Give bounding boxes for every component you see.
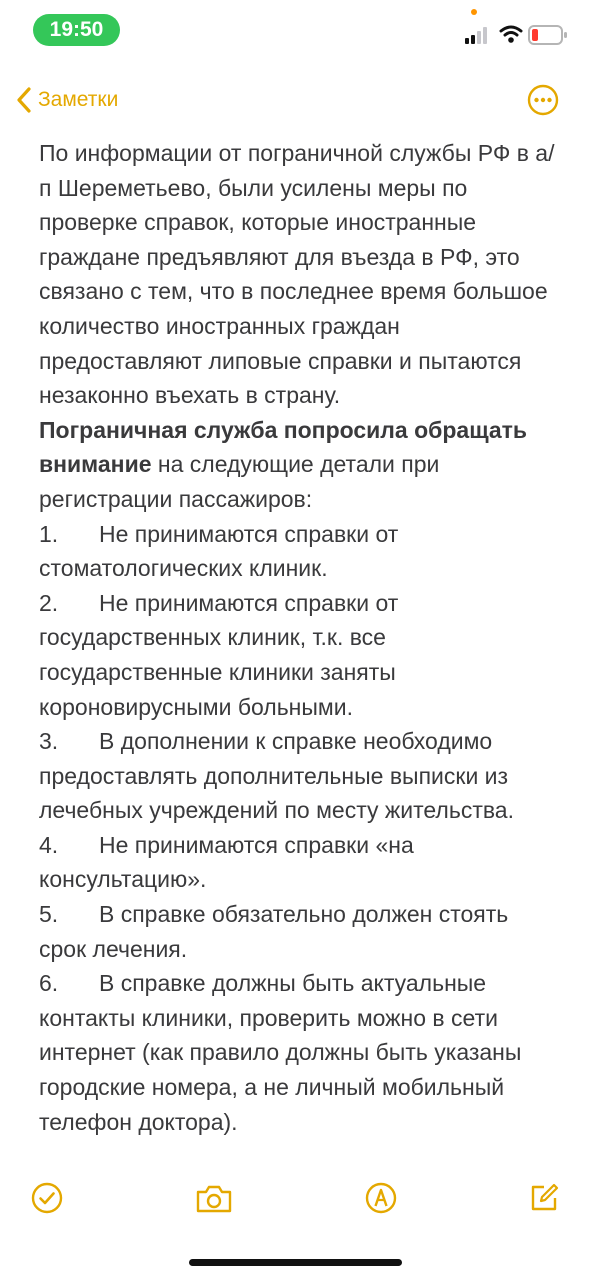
list-item xyxy=(39,517,559,586)
list-item-number: 2. xyxy=(39,589,59,616)
list-item-text: В дополнении к справке необходимо предоставлять дополнительные выписки из лечебных учреждений по месту жительства. xyxy=(39,728,514,824)
camera-icon[interactable] xyxy=(195,1184,233,1214)
list-item xyxy=(39,966,559,1139)
list-item-number: 3. xyxy=(39,728,59,755)
privacy-indicator-dot xyxy=(471,9,477,15)
list-item xyxy=(39,586,559,724)
home-indicator[interactable] xyxy=(189,1259,402,1266)
chevron-left-icon xyxy=(16,86,32,114)
list-item-text: Не принимаются справки «на консультацию». xyxy=(39,831,414,893)
ellipsis-circle-icon[interactable] xyxy=(527,84,559,116)
list-item-number: 5. xyxy=(39,901,59,928)
list-item xyxy=(39,897,559,966)
list-item xyxy=(39,828,559,897)
signal-icon xyxy=(465,26,491,44)
navigation-bar xyxy=(0,78,591,122)
back-button[interactable] xyxy=(16,84,118,116)
note-lead-paragraph xyxy=(39,413,559,517)
markup-pen-icon[interactable] xyxy=(365,1182,397,1214)
note-body[interactable] xyxy=(39,136,559,1139)
list-item xyxy=(39,724,559,828)
note-bold-lead: Пограничная служба попросила обращать внимание xyxy=(39,416,528,478)
list-item-text: В справке должны быть актуальные контакты клиники, проверить можно в сети интернет (как правило должны быть указаны городские номера, а не личный мобильный телефон доктора). xyxy=(39,970,522,1135)
list-item-number: 1. xyxy=(39,520,59,547)
note-intro-paragraph: По информации от пограничной службы РФ в а/п Шереметьево, были усилены меры по проверке справок, которые иностранные граждане предъявляют для въезда в РФ, это связано с тем, что в последнее время большое количество иностранных граждан предоставляют липовые справки и пытаются незаконно въехать в страну. xyxy=(39,140,555,409)
note-lead-rest: на следующие детали при регистрации пассажиров: xyxy=(39,451,440,512)
battery-low-icon xyxy=(528,25,568,45)
list-item-text: Не принимаются справки от государственных клиник, т.к. все государственные клиники заняты короновирусными больными. xyxy=(39,589,399,720)
list-item-text: В справке обязательно должен стоять срок лечения. xyxy=(39,901,509,962)
list-item-number: 6. xyxy=(39,970,59,997)
wifi-icon xyxy=(499,24,523,44)
back-label: Заметки xyxy=(38,88,119,111)
list-item-text: Не принимаются справки от стоматологических клиник. xyxy=(39,520,399,582)
compose-icon[interactable] xyxy=(528,1182,560,1214)
checklist-icon[interactable] xyxy=(31,1182,63,1214)
status-bar xyxy=(0,0,591,60)
status-time[interactable]: 19:50 xyxy=(33,14,120,46)
list-item-number: 4. xyxy=(39,831,59,858)
bottom-toolbar xyxy=(0,1168,591,1232)
